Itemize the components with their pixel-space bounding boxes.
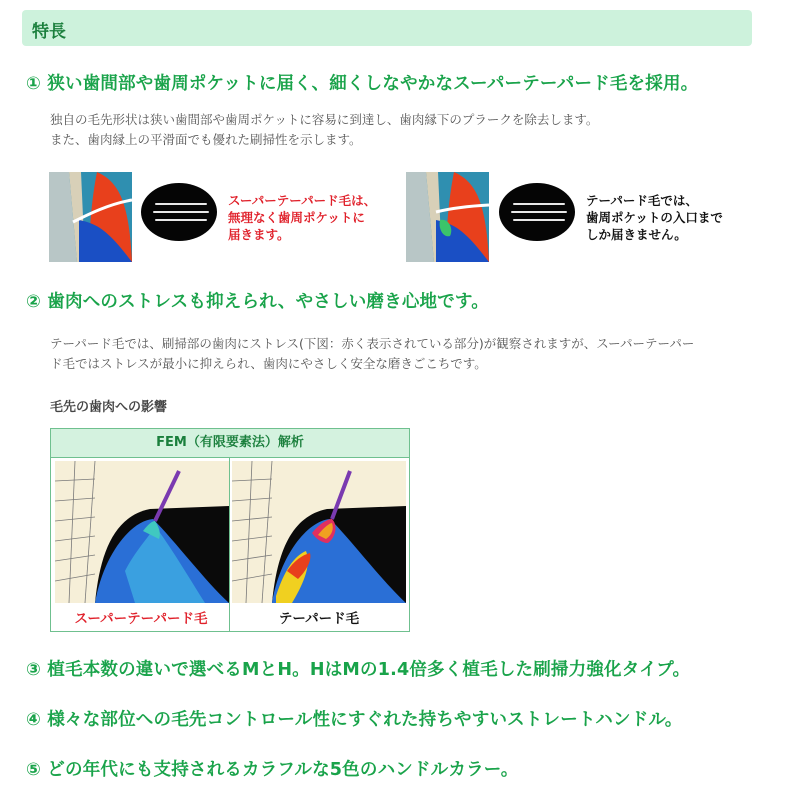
fem-analysis-figure (50, 428, 410, 632)
super-tapered-gum-illustration (49, 172, 132, 262)
feature-1-desc-line-1: 独自の毛先形状は狭い歯間部や歯周ポケットに容易に到達し、歯肉縁下のプラークを除去します。 (50, 112, 599, 127)
super-tapered-callout: スーパーテーパード毛は、 無理なく歯周ポケットに 届きます。 (228, 193, 377, 242)
tapered-callout: テーパード毛では、 歯周ポケットの入口まで しか届きません。 (586, 193, 723, 242)
feature-1-desc-line-2: また、歯肉縁上の平滑面でも優れた刷掃性を示します。 (50, 132, 362, 147)
feature-2-heading: ② 歯肉へのストレスも抑えられ、やさしい磨き心地です。 (26, 292, 489, 312)
feature-4-heading: ④ 様々な部位への毛先コントロール性にすぐれた持ちやすいストレートハンドル。 (26, 710, 683, 730)
tapered-gum-illustration (406, 172, 489, 262)
feature-1-heading: ① 狭い歯間部や歯周ポケットに届く、細くしなやかなスーパーテーパード毛を採用。 (26, 74, 699, 94)
fem-tapered-image (232, 461, 406, 603)
section-title: 特長 (32, 22, 66, 42)
feature-2-desc-line-1: テーパード毛では、刷掃部の歯肉にストレス(下図：赤く表示されている部分)が観察されますが、スーパーテーパー (50, 336, 695, 351)
feature-2-desc-line-2: ド毛ではストレスが最小に抑えられ、歯肉にやさしく安全な磨きごこちです。 (50, 356, 487, 371)
fem-super-tapered-image (55, 461, 229, 603)
fem-label-super-tapered: スーパーテーパード毛 (74, 611, 208, 627)
section-header (22, 10, 752, 46)
super-tapered-bristle-closeup (141, 183, 217, 241)
feature-5-heading: ⑤ どの年代にも支持されるカラフルな5色のハンドルカラー。 (26, 760, 519, 780)
fem-label-tapered: テーパード毛 (278, 611, 360, 627)
gum-impact-subheading: 毛先の歯肉への影響 (50, 400, 168, 415)
tapered-bristle-closeup (499, 183, 575, 241)
fem-title: FEM（有限要素法）解析 (51, 429, 409, 458)
feature-3-heading: ③ 植毛本数の違いで選べるMとH。HはMの1.4倍多く植毛した刷掃力強化タイプ。 (26, 660, 691, 680)
fem-divider (229, 458, 230, 631)
